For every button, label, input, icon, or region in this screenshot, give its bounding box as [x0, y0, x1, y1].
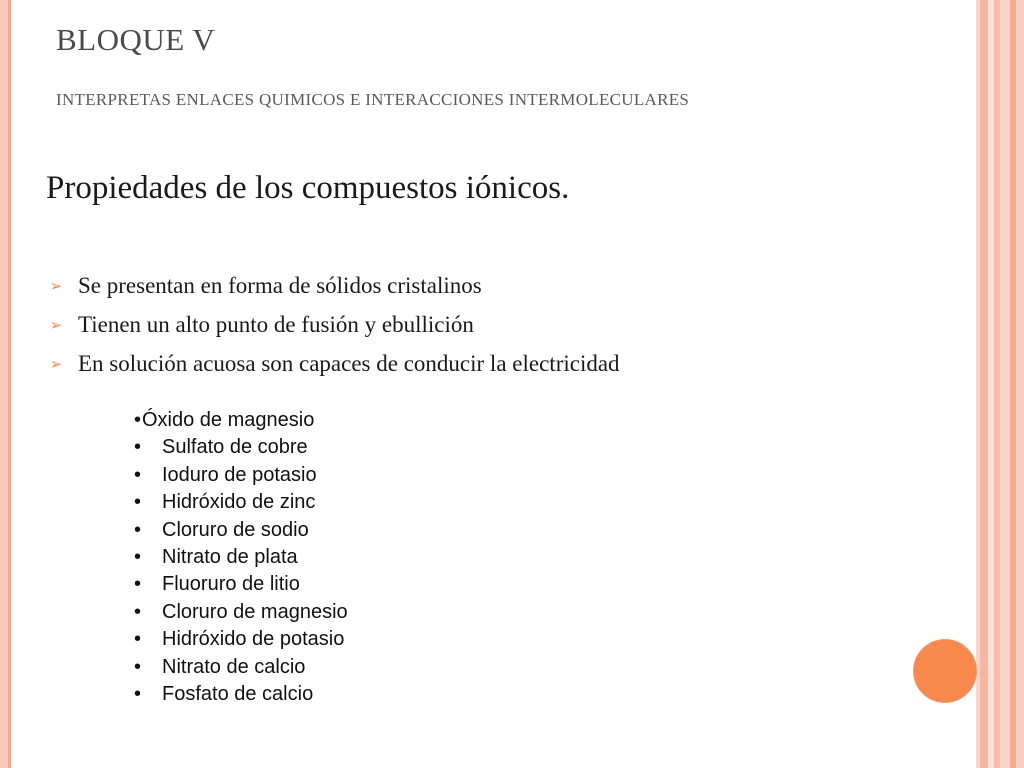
property-item	[46, 266, 620, 305]
compound-item	[134, 571, 348, 598]
stripe	[980, 0, 988, 768]
arrow-right-icon: ➢	[49, 276, 63, 295]
compound-name: Ioduro de potasio	[162, 463, 317, 486]
property-text: En solución acuosa son capaces de conducir la electricidad	[78, 350, 620, 376]
slide-subtitle: INTERPRETAS ENLACES QUIMICOS E INTERACCIONES INTERMOLECULARES	[56, 90, 690, 109]
compound-name: Cloruro de magnesio	[162, 600, 348, 623]
bullet-dot: •	[134, 655, 142, 678]
section-heading: Propiedades de los compuestos iónicos.	[46, 170, 570, 206]
right-stripes	[976, 0, 1024, 768]
compound-item	[134, 654, 348, 681]
property-text: Tienen un alto punto de fusión y ebullición	[78, 311, 474, 337]
stripe	[1016, 0, 1024, 768]
bullet-dot: •	[134, 491, 142, 514]
compound-name: Óxido de magnesio	[142, 409, 315, 431]
compound-name: Hidróxido de zinc	[162, 491, 316, 514]
compound-name: Cloruro de sodio	[162, 518, 309, 541]
compound-item	[134, 434, 348, 461]
bullet-dot: •	[134, 436, 142, 459]
compound-item	[134, 407, 348, 434]
arrow-right-icon: ➢	[49, 354, 63, 373]
compound-name: Nitrato de calcio	[162, 655, 306, 678]
compound-item	[134, 599, 348, 626]
bullet-dot: •	[134, 682, 142, 705]
bullet-dot: •	[134, 628, 142, 651]
bullet-dot: •	[134, 545, 142, 568]
stripe	[1000, 0, 1010, 768]
property-item	[46, 344, 620, 383]
compound-item	[134, 544, 348, 571]
compound-item	[134, 517, 348, 544]
bullet-dot: •	[134, 600, 142, 623]
bullet-dot: •	[134, 409, 142, 431]
property-list	[46, 266, 620, 383]
bullet-dot: •	[134, 518, 142, 541]
bullet-dot: •	[134, 573, 142, 596]
compound-name: Sulfato de cobre	[162, 436, 308, 459]
left-border	[0, 0, 8, 768]
compound-name: Hidróxido de potasio	[162, 628, 345, 651]
property-text: Se presentan en forma de sólidos cristalinos	[78, 272, 482, 298]
compound-item	[134, 681, 348, 708]
decorative-circle	[913, 639, 977, 703]
bullet-dot: •	[134, 463, 142, 486]
compound-item	[134, 489, 348, 516]
compound-item	[134, 462, 348, 489]
arrow-right-icon: ➢	[49, 315, 63, 334]
compound-item	[134, 626, 348, 653]
slide-title: BLOQUE V	[56, 22, 216, 57]
compound-name: Nitrato de plata	[162, 545, 298, 568]
compound-name: Fosfato de calcio	[162, 682, 314, 705]
left-border-line	[8, 0, 11, 768]
property-item	[46, 305, 620, 344]
compound-list	[134, 407, 348, 708]
compound-name: Fluoruro de litio	[162, 573, 300, 596]
